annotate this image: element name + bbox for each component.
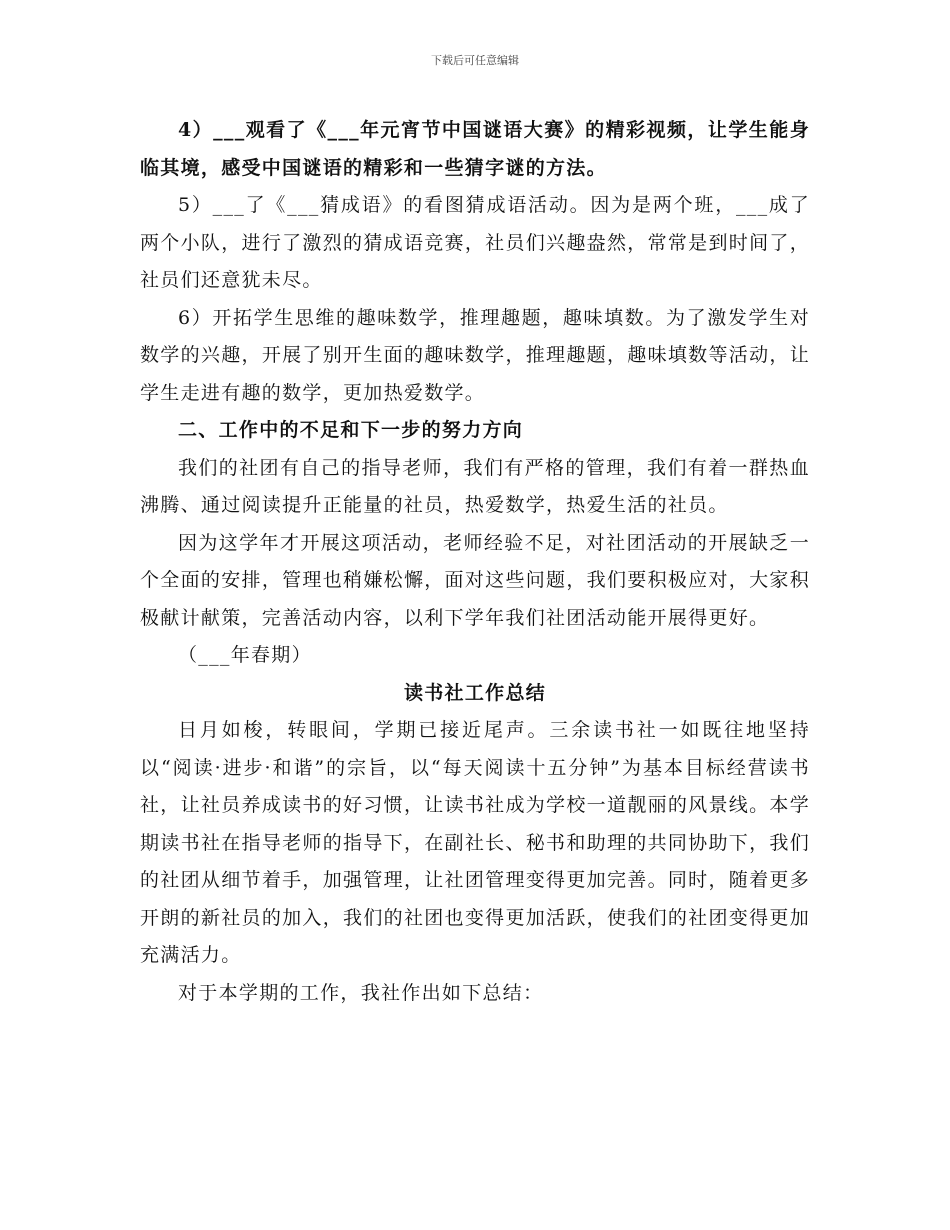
document-body xyxy=(140,112,810,1012)
paragraph-intro: 日月如梭，转眼间，学期已接近尾声。三余读书社一如既往地坚持以“阅读·进步·和谐”的宗旨，以“每天阅读十五分钟”为基本目标经营读书社，让社员养成读书的好习惯，让读书社成为学校一道靓丽的风景线。本学期读书社在指导老师的指导下，在副社长、秘书和助理的共同协助下，我们的社团从细节着手，加强管理，让社团管理变得更加完善。同时，随着更多开朗的新社员的加入，我们的社团也变得更加活跃，使我们的社团变得更加充满活力。 xyxy=(140,719,810,966)
paragraph-advisor: 我们的社团有自己的指导老师，我们有严格的管理，我们有着一群热血沸腾、通过阅读提升正能量的社员，热爱数学，热爱生活的社员。 xyxy=(140,456,810,516)
page-header: 下载后可任意编辑 xyxy=(431,54,519,67)
section-heading: 二、工作中的不足和下一步的努力方向 xyxy=(178,419,524,441)
paragraph-summary-lead: 对于本学期的工作，我社作出如下总结： xyxy=(178,981,544,1004)
paragraph-item-6: 6）开拓学生思维的趣味数学，推理趣题，趣味填数。为了激发学生对数学的兴趣，开展了别开生面的趣味数学，推理趣题，趣味填数等活动，让学生走进有趣的数学，更加热爱数学。 xyxy=(140,306,810,404)
paragraph-term: （___年春期） xyxy=(178,644,312,666)
paragraph-shortcomings: 因为这学年才开展这项活动，老师经验不足，对社团活动的开展缺乏一个全面的安排，管理也稍嫌松懈，面对这些问题，我们要积极应对，大家积极献计献策，完善活动内容，以利下学年我们社团活动能开展得更好。 xyxy=(140,531,810,629)
paragraph-item-5: 5）___了《___猜成语》的看图猜成语活动。因为是两个班，___成了两个小队，进行了激烈的猜成语竞赛，社员们兴趣盎然，常常是到时间了，社员们还意犹未尽。 xyxy=(140,194,810,291)
document-title: 读书社工作总结 xyxy=(403,681,547,704)
paragraph-item-4: 4）___观看了《___年元宵节中国谜语大赛》的精彩视频，让学生能身临其境，感受中国谜语的精彩和一些猜字谜的方法。 xyxy=(140,119,810,179)
